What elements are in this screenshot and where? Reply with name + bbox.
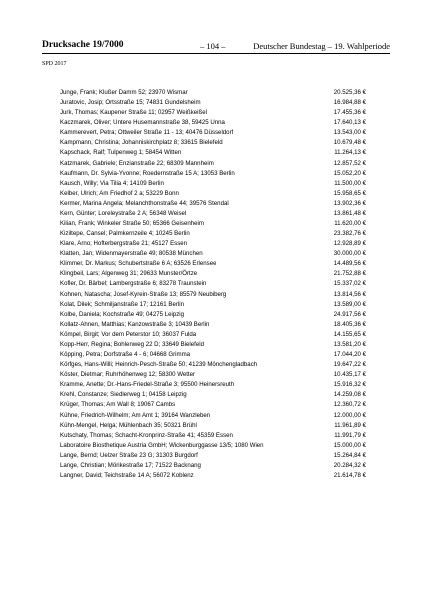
list-item xyxy=(60,461,366,471)
donation-amount: 13.861,48 € xyxy=(333,209,366,217)
list-item xyxy=(60,380,366,390)
donation-amount: 12.000,00 € xyxy=(333,411,366,419)
list-item xyxy=(60,279,366,289)
donation-list xyxy=(60,88,366,481)
donation-amount: 12.360,72 € xyxy=(333,401,366,409)
donation-amount: 15.052,20 € xyxy=(333,169,366,177)
donation-amount: 20.284,32 € xyxy=(333,461,366,469)
donor-name-address: Kelber, Ulrich; Am Friedhof 2 a; 53229 Bonn xyxy=(60,189,179,197)
donation-amount: 12.928,89 € xyxy=(333,240,366,248)
list-item xyxy=(60,239,366,249)
donation-amount: 14.259,08 € xyxy=(333,391,366,399)
donor-name-address: Laboratoire Biosthetique Austria GmbH; Wickenburggasse 13/5; 1080 Wien xyxy=(60,441,264,449)
donation-amount: 20.525,36 € xyxy=(333,89,366,96)
donor-name-address: Kapschack, Ralf; Tulpenweg 1; 58454 Witten xyxy=(60,149,182,157)
list-item xyxy=(60,179,366,189)
donation-amount: 17.044,20 € xyxy=(333,351,366,359)
donation-amount: 12.857,52 € xyxy=(333,159,366,167)
donation-amount: 11.620,00 € xyxy=(334,220,366,228)
list-item xyxy=(60,390,366,400)
list-item xyxy=(60,138,366,148)
list-item xyxy=(60,209,366,219)
donation-amount: 11.500,00 € xyxy=(334,179,366,187)
donation-amount: 13.543,00 € xyxy=(333,129,366,137)
list-item xyxy=(60,199,366,209)
donation-amount: 19.647,22 € xyxy=(333,361,366,369)
donor-name-address: Jurk, Thomas; Kaupener Straße 11; 02957 Weißkeißel xyxy=(60,109,207,117)
donor-name-address: Kermer, Marina Angela; Melanchthonstraße 44; 39576 Stendal xyxy=(60,199,229,207)
donation-amount: 17.455,36 € xyxy=(333,109,366,117)
donor-name-address: Lange, Bernd; Uelzer Straße 23 G; 31303 Burgdorf xyxy=(60,451,198,459)
donor-name-address: Kopp-Herr, Regina; Bohlenweg 22 D; 33649 Bielefeld xyxy=(60,340,204,348)
donor-name-address: Kilian, Frank; Winkeler Straße 50; 65366 Geisenheim xyxy=(60,220,204,228)
list-item xyxy=(60,360,366,370)
page-header xyxy=(42,40,390,53)
donor-name-address: Klatten, Jan; Widenmayerstraße 49; 80538 München xyxy=(60,250,203,258)
donation-amount: 15.337,02 € xyxy=(333,280,366,288)
donor-name-address: Lange, Christian; Mörikestraße 17; 71522 Backnang xyxy=(60,461,201,469)
list-item xyxy=(60,290,366,300)
list-item xyxy=(60,310,366,320)
list-item xyxy=(60,431,366,441)
list-item xyxy=(60,421,366,431)
donor-name-address: Langner, David; Teichstraße 14 A; 56072 Koblenz xyxy=(60,471,194,479)
list-item xyxy=(60,98,366,108)
list-item xyxy=(60,219,366,229)
donation-amount: 21.614,78 € xyxy=(333,471,366,479)
donor-name-address: Klingbeil, Lars; Algenweg 31; 29633 Munster/Örtze xyxy=(60,270,198,278)
donor-name-address: Kammerevert, Petra; Ottweiler Straße 11 - 13; 40476 Düsseldorf xyxy=(60,129,234,137)
donor-name-address: Kolat, Dilek; Schmiljanstraße 17; 12161 Berlin xyxy=(60,300,184,308)
donor-name-address: Kern, Günter; Loreleystraße 2 A; 56348 Weisel xyxy=(60,209,187,217)
donor-name-address: Kaufmann, Dr. Sylvia-Yvonne; Roedernstraße 15 A; 13053 Berlin xyxy=(60,169,235,177)
donation-amount: 14.155,65 € xyxy=(333,330,366,338)
list-item xyxy=(60,400,366,410)
donation-amount: 11.961,89 € xyxy=(334,421,366,429)
donor-name-address: Klimmer, Dr. Markus; Schubertstraße 6 A; 63526 Erlensee xyxy=(60,260,217,268)
donor-name-address: Kühne, Friedrich-Wilhelm; Am Amt 1; 39164 Wanzleben xyxy=(60,411,211,419)
donation-amount: 15.000,00 € xyxy=(333,441,366,449)
list-item xyxy=(60,411,366,421)
list-item xyxy=(60,88,366,98)
list-item xyxy=(60,169,366,179)
header-rule xyxy=(42,53,390,54)
donation-amount: 11.991,79 € xyxy=(334,431,366,439)
legislative-period: Deutscher Bundestag – 19. Wahlperiode xyxy=(253,41,390,51)
donation-amount: 13.814,56 € xyxy=(333,290,366,298)
donor-name-address: Köster, Dietmar; Ruhrhöhenweg 12; 58300 Wetter xyxy=(60,371,196,379)
donor-name-address: Kiziltepe, Cansel; Palmkernzeile 4; 10245 Berlin xyxy=(60,230,190,238)
list-item xyxy=(60,471,366,481)
donor-name-address: Junge, Frank; Klußer Damm 52; 23970 Wismar xyxy=(60,89,188,96)
donor-name-address: Klare, Arno; Hofterbergstraße 21; 45127 Essen xyxy=(60,240,188,248)
donation-amount: 10.679,48 € xyxy=(333,139,366,147)
donation-amount: 18.405,36 € xyxy=(333,320,366,328)
donor-name-address: Kutschaty, Thomas; Schacht-Kronprinz-Straße 41; 45359 Essen xyxy=(60,431,233,439)
list-item xyxy=(60,269,366,279)
donation-amount: 14.489,56 € xyxy=(333,260,366,268)
donor-name-address: Kömpel, Birgit; Vor dem Peterstor 10; 36037 Fulda xyxy=(60,330,197,338)
list-item xyxy=(60,451,366,461)
donation-amount: 15.958,65 € xyxy=(333,189,366,197)
list-item xyxy=(60,259,366,269)
donor-name-address: Kaczmarek, Oliver; Untere Husemannstraße 38, 59425 Unna xyxy=(60,119,225,127)
document-number-value: 7000 xyxy=(104,40,124,50)
donor-name-address: Kramme, Anette; Dr.-Hans-Friedel-Straße 3; 95500 Heinersreuth xyxy=(60,381,235,389)
donation-amount: 13.902,36 € xyxy=(333,199,366,207)
list-item xyxy=(60,370,366,380)
donation-amount: 30.000,00 € xyxy=(333,250,366,258)
donation-amount: 11.264,13 € xyxy=(334,149,366,157)
list-item xyxy=(60,159,366,169)
donor-name-address: Köpping, Petra; Dorfstraße 4 - 6; 04668 Grimma xyxy=(60,351,191,359)
donation-amount: 13.589,00 € xyxy=(333,300,366,308)
donation-amount: 17.640,13 € xyxy=(333,119,366,127)
list-item xyxy=(60,330,366,340)
party-year-label: SPD 2017 xyxy=(42,61,67,67)
list-item xyxy=(60,350,366,360)
page-number: – 104 – xyxy=(200,41,226,51)
donation-amount: 15.916,32 € xyxy=(333,381,366,389)
list-item xyxy=(60,249,366,259)
donor-name-address: Kühn-Mengel, Helga; Mühlenbach 35; 50321 Brühl xyxy=(60,421,197,429)
donor-name-address: Katzmarek, Gabriele; Enzianstraße 22; 68309 Mannheim xyxy=(60,159,214,167)
donor-name-address: Kollatz-Ahnen, Matthias; Kanzowstraße 3; 10439 Berlin xyxy=(60,320,210,328)
document-label: Drucksache 19/ xyxy=(42,40,105,50)
list-item xyxy=(60,229,366,239)
list-item xyxy=(60,108,366,118)
donor-name-address: Kofler, Dr. Bärbel; Lambergstraße 6; 83278 Traunstein xyxy=(60,280,207,288)
donor-name-address: Kampmann, Christina; Johanniskirchplatz 8; 33615 Bielefeld xyxy=(60,139,223,147)
donor-name-address: Kohnen, Natascha; Josef-Kyrein-Straße 13; 85579 Neubiberg xyxy=(60,290,227,298)
list-item xyxy=(60,148,366,158)
document-number xyxy=(42,40,124,50)
list-item xyxy=(60,340,366,350)
donor-name-address: Kolbe, Daniela; Kochstraße 49; 04275 Leipzig xyxy=(60,310,184,318)
list-item xyxy=(60,320,366,330)
donation-amount: 16.984,88 € xyxy=(333,99,366,107)
donor-name-address: Juratovic, Josip; Ortsstraße 15; 74831 Gundelsheim xyxy=(60,99,201,107)
donation-amount: 15.264,84 € xyxy=(333,451,366,459)
list-item xyxy=(60,118,366,128)
donation-amount: 24.917,56 € xyxy=(333,310,366,318)
donor-name-address: Körfges, Hans-Willi; Heinrich-Pesch-Straße 50; 41239 Mönchengladbach xyxy=(60,361,258,369)
donation-amount: 10.435,17 € xyxy=(333,371,366,379)
list-item xyxy=(60,300,366,310)
list-item xyxy=(60,441,366,451)
donor-name-address: Kausch, Willy; Via Tilia 4; 14109 Berlin xyxy=(60,179,164,187)
donor-name-address: Krehl, Constanze; Siedlerweg 1; 04158 Leipzig xyxy=(60,391,187,399)
donation-amount: 23.382,76 € xyxy=(333,230,366,238)
donation-amount: 13.581,20 € xyxy=(333,340,366,348)
donor-name-address: Krüger, Thomas; Am Wall 8; 19067 Cambs xyxy=(60,401,176,409)
list-item xyxy=(60,189,366,199)
list-item xyxy=(60,128,366,138)
donation-amount: 21.752,88 € xyxy=(333,270,366,278)
